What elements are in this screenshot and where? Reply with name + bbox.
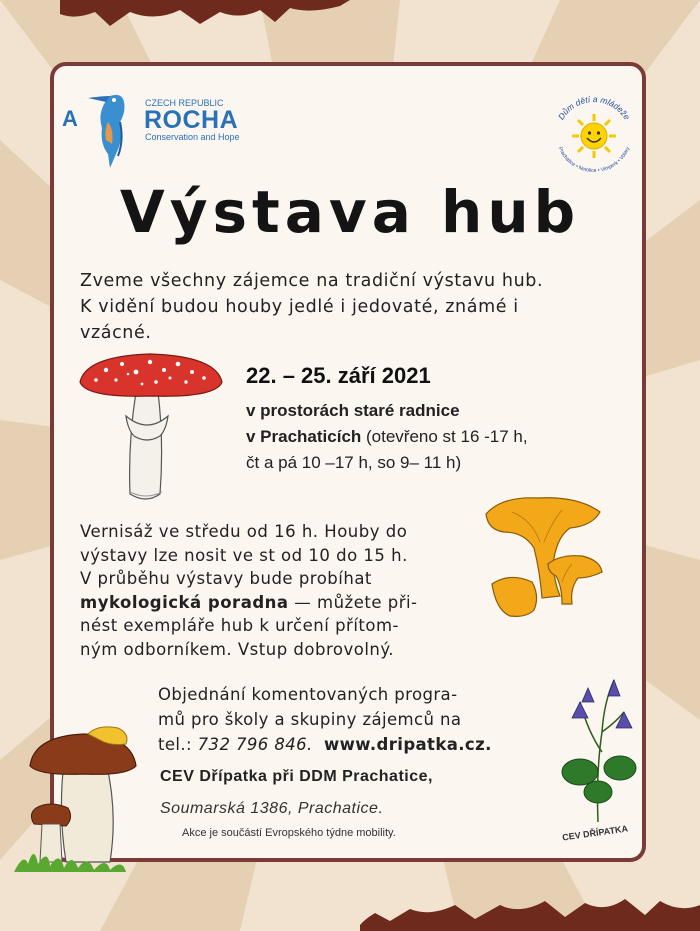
place-line-1: v prostorách staré radnice (246, 401, 460, 420)
mobility-week-note: Akce je součástí Evropského týdne mobility. (182, 827, 396, 839)
intro-line: K vidění budou houby jedlé i jedovaté, známé i (80, 297, 519, 317)
booking-line: mů pro školy a skupiny zájemců na (158, 710, 462, 729)
organizer-address: Soumarská 1386, Prachatice. (160, 800, 384, 817)
program-line: nést exempláře hub k určení přítom- (80, 616, 400, 635)
a-rocha-country: CZECH REPUBLIC (145, 98, 224, 108)
a-rocha-name: ROCHA (144, 106, 239, 134)
booking-line: Objednání komentovaných progra- (158, 685, 458, 704)
program-line: — můžete při- (288, 592, 418, 612)
exhibition-place (246, 398, 626, 476)
intro-line: Zveme všechny zájemce na tradiční výstavu hub. (80, 271, 544, 291)
organizer-name: CEV Dřípatka při DDM Prachatice, (160, 768, 433, 785)
intro-text (80, 268, 600, 346)
fly-agaric-mushroom-icon (76, 352, 226, 504)
phone-number[interactable]: 732 796 846. (197, 735, 313, 754)
wood-stroke-top (60, 0, 350, 30)
mycology-counselling: mykologická poradna (80, 592, 289, 612)
wood-stroke-bottom (360, 895, 700, 931)
porcini-mushroom-icon (14, 722, 154, 874)
svg-text:Prachatice • Netolice • Vimper (557, 146, 632, 174)
program-line: výstavy lze nosit ve st od 10 do 15 h. (80, 545, 408, 565)
tel-label: tel.: (158, 735, 198, 754)
chanterelle-mushroom-icon (482, 492, 608, 624)
program-line: V průběhu výstavy bude probíhat (80, 569, 372, 588)
ddm-arc-bottom: Prachatice • Netolice • Vimperk • Volary (556, 146, 632, 175)
program-line: ným odborníkem. Vstup dobrovolný. (80, 639, 395, 659)
sun-icon (572, 114, 616, 158)
program-line: Vernisáž ve středu od 16 h. Houby do (80, 522, 408, 541)
a-rocha-logo (60, 88, 250, 168)
a-rocha-tagline: Conservation and Hope (145, 132, 240, 142)
place-town: v Prachaticích (246, 427, 362, 446)
ddm-logo (546, 86, 642, 182)
a-rocha-letter: A (62, 106, 78, 131)
opening-hours: (otevřeno st 16 -17 h, (361, 427, 528, 446)
ddm-arc-top: Dům dětí a mládeže (555, 93, 633, 122)
kingfisher-icon (80, 88, 142, 170)
website-link[interactable]: www.dripatka.cz. (323, 735, 492, 754)
cev-dripatka-plant-icon (558, 672, 644, 830)
cev-dripatka-label: CEV DŘÍPATKA (561, 823, 629, 843)
intro-line: vzácné. (80, 323, 152, 343)
exhibition-date: 22. – 25. září 2021 (246, 363, 431, 388)
opening-hours-line-2: čt a pá 10 –17 h, so 9– 11 h) (246, 453, 462, 472)
booking-info (158, 682, 528, 757)
program-text (80, 520, 470, 661)
poster-title: Výstava hub (119, 178, 581, 246)
